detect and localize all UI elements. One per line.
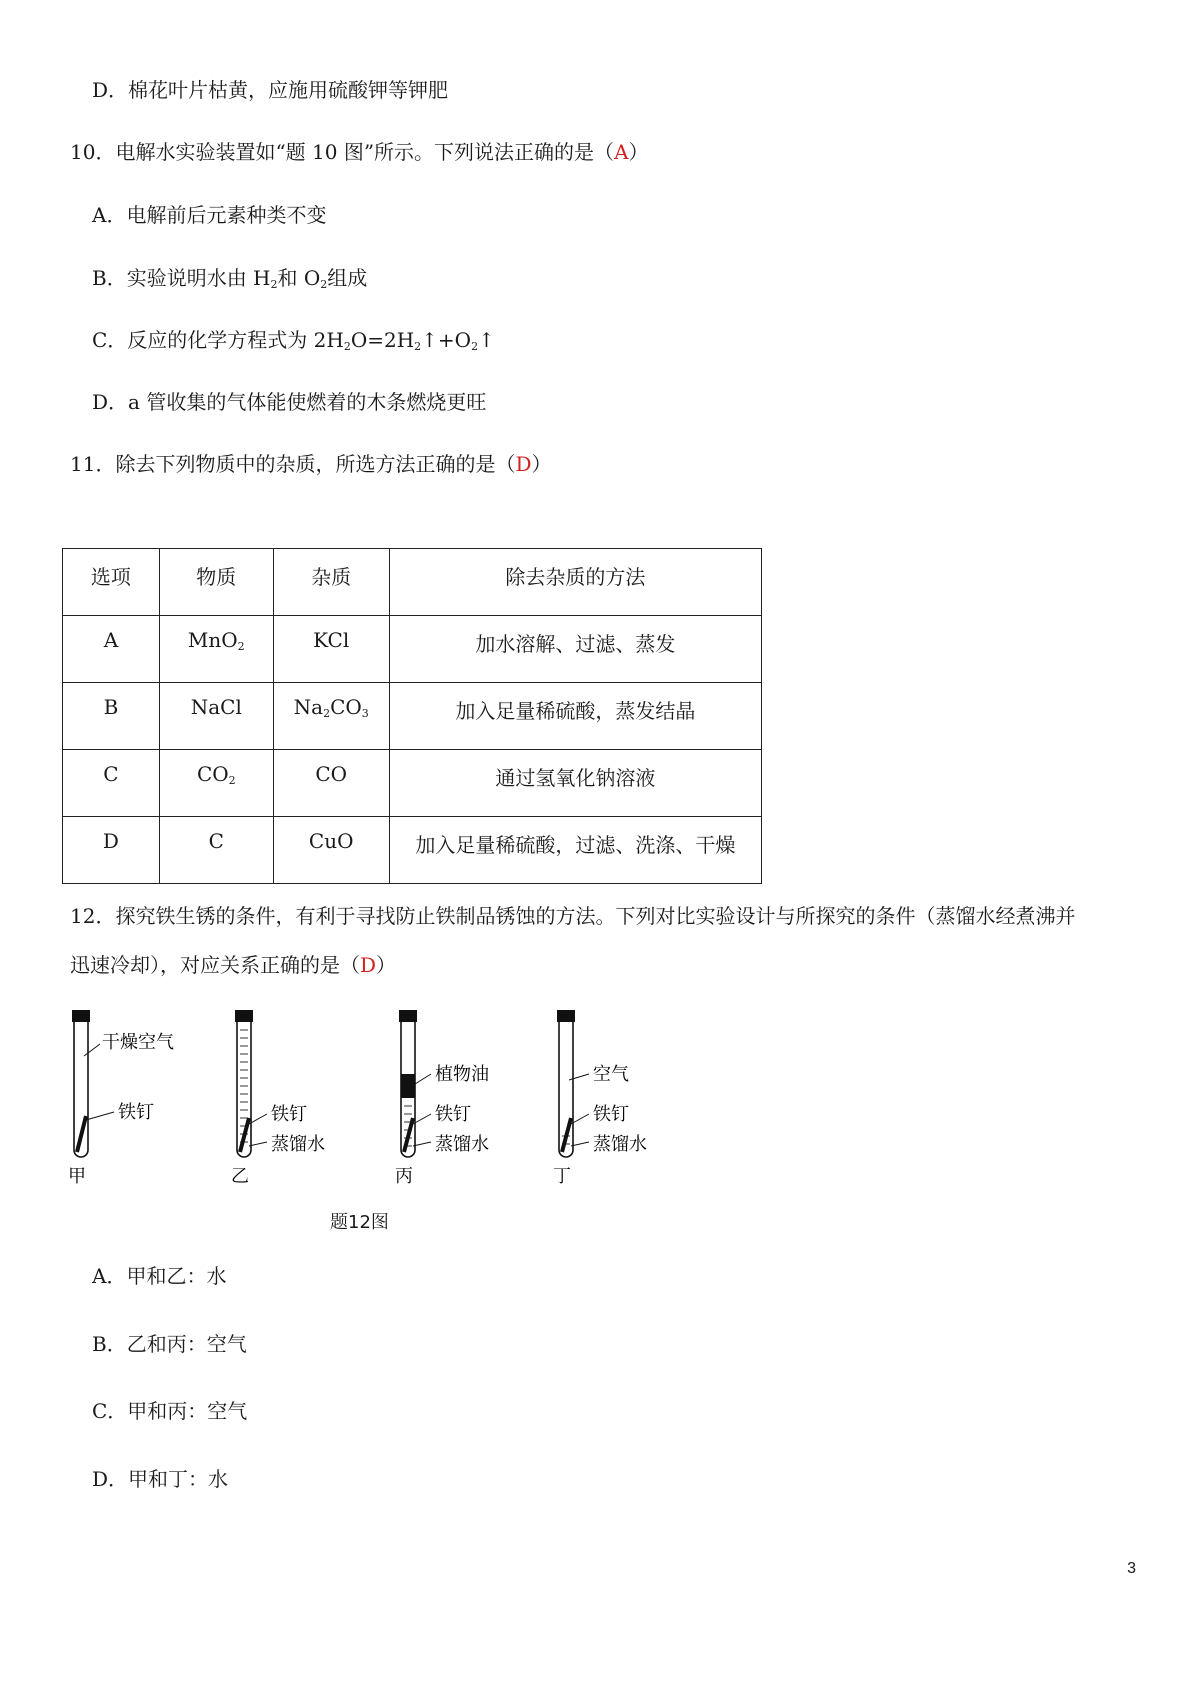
q10-stem-text: 10．电解水实验装置如“题 10 图”所示。下列说法正确的是（	[70, 140, 615, 164]
impurity-text: CuO	[308, 829, 354, 853]
q10-c-s1: 2	[343, 340, 351, 353]
label-distilled-water: 蒸馏水	[435, 1134, 489, 1155]
cell-method: 加水溶解、过滤、蒸发	[389, 616, 761, 683]
table-row	[63, 683, 762, 750]
stopper-icon	[399, 1010, 417, 1022]
tube-bing	[395, 1010, 489, 1187]
impurity-text: Na	[293, 695, 324, 719]
table-header-cell: 物质	[159, 549, 273, 616]
cell-option: D	[63, 817, 160, 884]
label-air: 空气	[593, 1064, 629, 1085]
q11-stem	[70, 450, 552, 478]
nail-icon	[562, 1118, 571, 1152]
tube-ding	[553, 1010, 647, 1187]
cell-method: 加入足量稀硫酸，蒸发结晶	[389, 683, 761, 750]
cell-option: C	[63, 750, 160, 817]
q11-close: ）	[531, 452, 552, 476]
cell-impurity	[273, 750, 389, 817]
q12-close: ）	[376, 953, 397, 977]
impurity-sub2: 3	[361, 707, 369, 720]
table-row	[63, 616, 762, 683]
q12-option-c: C．甲和丙：空气	[92, 1399, 248, 1423]
q11-stem-text: 11．除去下列物质中的杂质，所选方法正确的是（	[70, 452, 516, 476]
substance-text: C	[208, 829, 224, 853]
tube-label: 丁	[553, 1166, 571, 1187]
q10-stem	[70, 138, 649, 166]
label-plant-oil: 植物油	[435, 1064, 489, 1085]
tube-yi	[231, 1010, 325, 1187]
q12-option-a: A．甲和乙：水	[92, 1264, 227, 1288]
substance-text: MnO	[187, 628, 238, 652]
cell-impurity	[273, 817, 389, 884]
q10-option-b	[92, 264, 367, 299]
stopper-icon	[72, 1010, 90, 1022]
label-dry-air: 干燥空气	[102, 1032, 174, 1053]
figure-caption: 题12图	[330, 1212, 389, 1233]
nail-icon	[240, 1118, 249, 1152]
q10-b-mid: 和 O	[277, 266, 321, 290]
tube-jia	[68, 1010, 174, 1187]
q10-option-a: A．电解前后元素种类不变	[92, 203, 327, 227]
cell-method: 通过氢氧化钠溶液	[389, 750, 761, 817]
oil-layer	[401, 1074, 415, 1098]
cell-substance	[159, 750, 273, 817]
q10-b-post: 组成	[327, 266, 368, 290]
substance-text: CO	[196, 762, 229, 786]
label-nail: 铁钉	[593, 1104, 629, 1125]
q12-figure	[60, 1000, 680, 1190]
cell-impurity	[273, 683, 389, 750]
cell-impurity	[273, 616, 389, 683]
q12-stem-line1: 12．探究铁生锈的条件，有利于寻找防止铁制品锈蚀的方法。下列对比实验设计与所探究的条件（蒸馏水经煮沸并	[70, 904, 1076, 928]
q10-c-s2: 2	[414, 340, 422, 353]
cell-option: B	[63, 683, 160, 750]
q11-table	[62, 548, 762, 884]
stopper-icon	[557, 1010, 575, 1022]
q12-answer: D	[360, 953, 377, 977]
nail-icon	[77, 1116, 86, 1152]
label-distilled-water: 蒸馏水	[271, 1134, 325, 1155]
table-row	[63, 817, 762, 884]
cell-substance	[159, 683, 273, 750]
tube-label: 甲	[68, 1166, 86, 1187]
cell-substance	[159, 616, 273, 683]
table-header-cell: 杂质	[273, 549, 389, 616]
substance-text: NaCl	[190, 695, 242, 719]
tube-label: 乙	[231, 1166, 249, 1187]
table-header-row	[63, 549, 762, 616]
cell-substance	[159, 817, 273, 884]
q10-c-m2: ↑+O	[421, 328, 472, 352]
tube-label: 丙	[395, 1166, 413, 1187]
nail-icon	[404, 1118, 413, 1152]
q11-answer: D	[515, 452, 532, 476]
q10-c-post: ↑	[478, 328, 495, 352]
q10-option-c	[92, 326, 495, 361]
impurity-sub: 2	[323, 707, 331, 720]
label-distilled-water: 蒸馏水	[593, 1134, 647, 1155]
q12-stem-line2	[70, 951, 396, 979]
table-header-cell: 选项	[63, 549, 160, 616]
q10-b-sub1: 2	[270, 278, 278, 291]
q12-option-b: B．乙和丙：空气	[92, 1332, 247, 1356]
table-row	[63, 750, 762, 817]
substance-sub: 2	[237, 640, 245, 653]
q12-stem-text: 迅速冷却），对应关系正确的是（	[70, 953, 360, 977]
q9-option-d: D．棉花叶片枯黄，应施用硫酸钾等钾肥	[92, 78, 449, 102]
q10-c-m1: O=2H	[350, 328, 415, 352]
q10-close: ）	[628, 140, 649, 164]
label-nail: 铁钉	[435, 1104, 471, 1125]
impurity-mid: CO	[330, 695, 362, 719]
q10-answer: A	[614, 140, 629, 164]
cell-option: A	[63, 616, 160, 683]
q10-c-pre: C．反应的化学方程式为 2H	[92, 328, 344, 352]
page-number: 3	[1127, 1560, 1136, 1577]
impurity-text: CO	[315, 762, 348, 786]
table-header-cell: 除去杂质的方法	[389, 549, 761, 616]
q12-option-d: D．甲和丁：水	[92, 1467, 229, 1491]
q10-b-sub2: 2	[320, 278, 328, 291]
substance-sub: 2	[228, 774, 236, 787]
q10-option-d: D．a 管收集的气体能使燃着的木条燃烧更旺	[92, 390, 487, 414]
stopper-icon	[235, 1010, 253, 1022]
q10-b-pre: B．实验说明水由 H	[92, 266, 271, 290]
q10-c-s3: 2	[471, 340, 479, 353]
label-nail: 铁钉	[118, 1102, 154, 1123]
cell-method: 加入足量稀硫酸，过滤、洗涤、干燥	[389, 817, 761, 884]
impurity-text: KCl	[313, 628, 350, 652]
label-nail: 铁钉	[271, 1104, 307, 1125]
